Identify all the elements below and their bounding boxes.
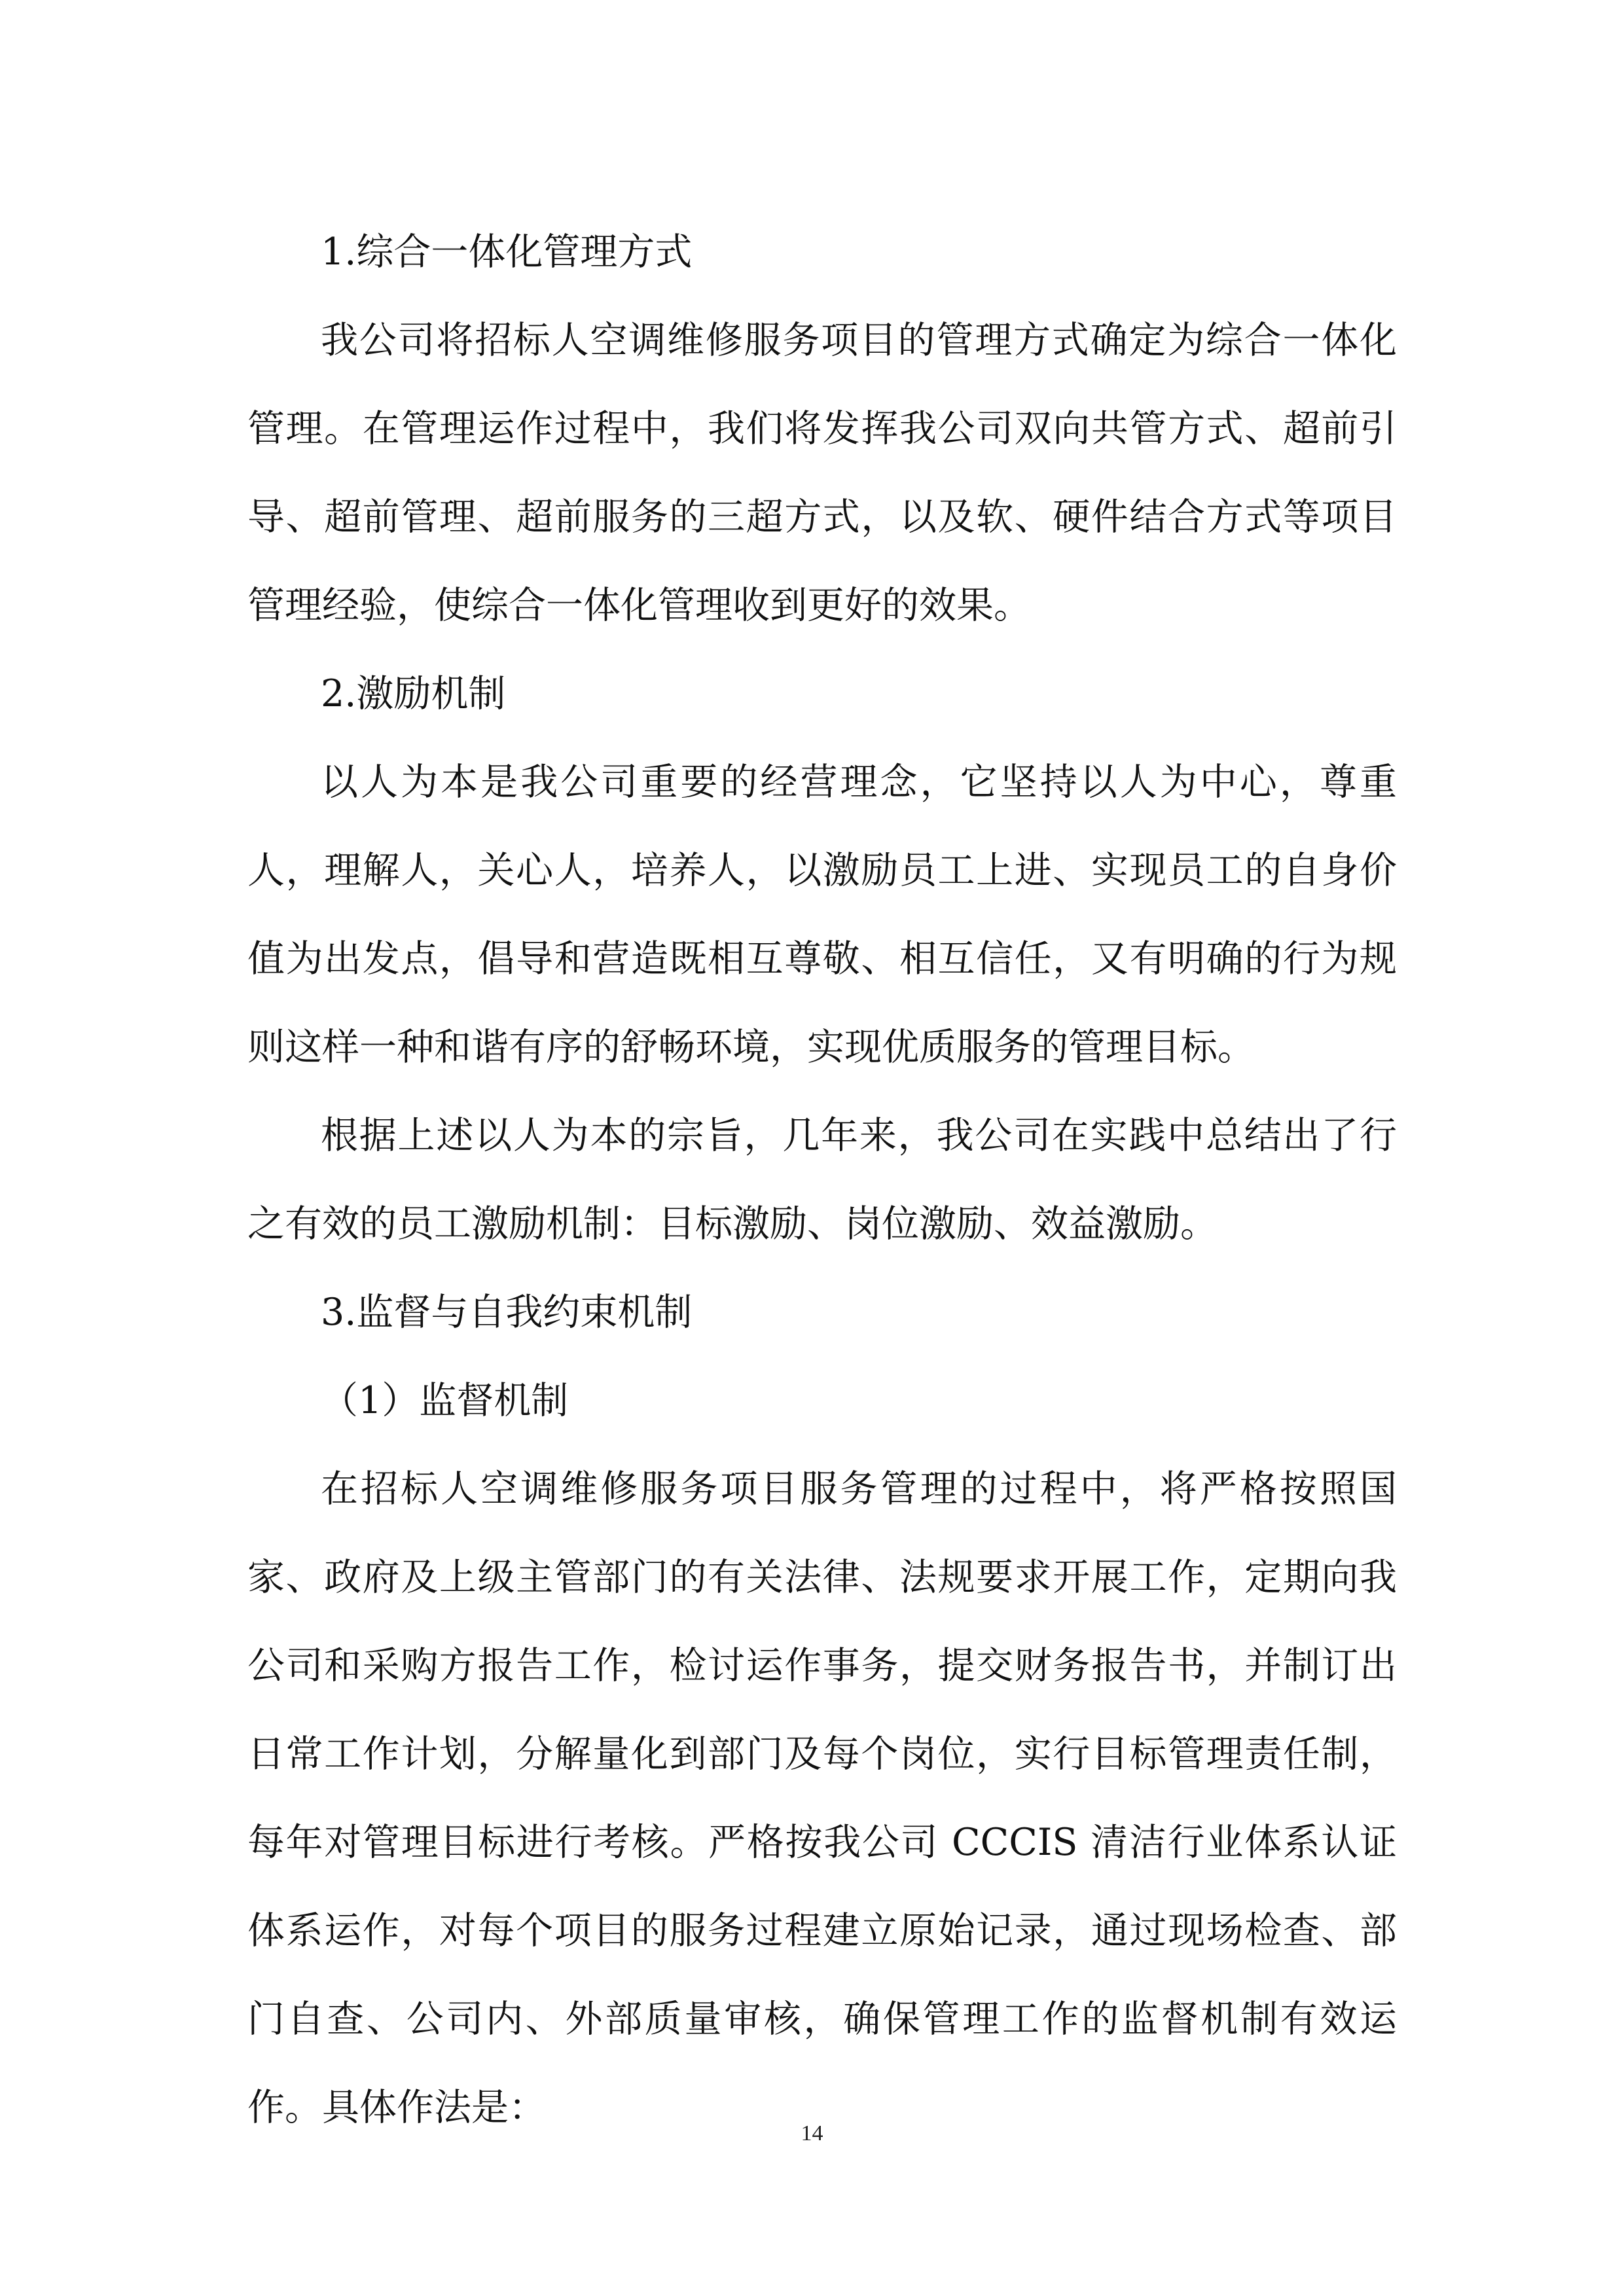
page-body — [247, 208, 1397, 2152]
paragraph-supervision-details: 在招标人空调维修服务项目服务管理的过程中，将严格按照国家、政府及上级主管部门的有关法律、法规要求开展工作，定期向我公司和采购方报告工作，检讨运作事务，提交财务报告书，并制订出日常工作计划，分解量化到部门及每个岗位，实行目标管理责任制，每年对管理目标进行考核。严格按我公司 CCCIS 清洁行业体系认证体系运作，对每个项目的服务过程建立原始记录，通过现场检查、部门自查、公司内、外部质量审核，确保管理工作的监督机制有效运作。具体作法是： — [247, 1467, 1397, 2129]
heading-integrated-management: 1.综合一体化管理方式 — [321, 230, 693, 274]
paragraph-people-oriented: 以人为本是我公司重要的经营理念，它坚持以人为中心，尊重人，理解人，关心人，培养人，以激励员工上进、实现员工的自身价值为出发点，倡导和营造既相互尊敬、相互信任，又有明确的行为规则这样一种和谐有序的舒畅环境，实现优质服务的管理目标。 — [247, 761, 1397, 1069]
subheading-supervision: （1）监督机制 — [321, 1379, 569, 1422]
paragraph-incentive-summary: 根据上述以人为本的宗旨，几年来，我公司在实践中总结出了行之有效的员工激励机制：目标激励、岗位激励、效益激励。 — [247, 1114, 1397, 1246]
paragraph-integrated-management: 我公司将招标人空调维修服务项目的管理方式确定为综合一体化管理。在管理运作过程中，我们将发挥我公司双向共管方式、超前引导、超前管理、超前服务的三超方式，以及软、硬件结合方式等项目管理经验，使综合一体化管理收到更好的效果。 — [247, 319, 1397, 627]
heading-supervision-mechanism: 3.监督与自我约束机制 — [321, 1291, 693, 1334]
page-number: 14 — [801, 2121, 823, 2145]
heading-incentive-mechanism: 2.激励机制 — [321, 672, 506, 715]
